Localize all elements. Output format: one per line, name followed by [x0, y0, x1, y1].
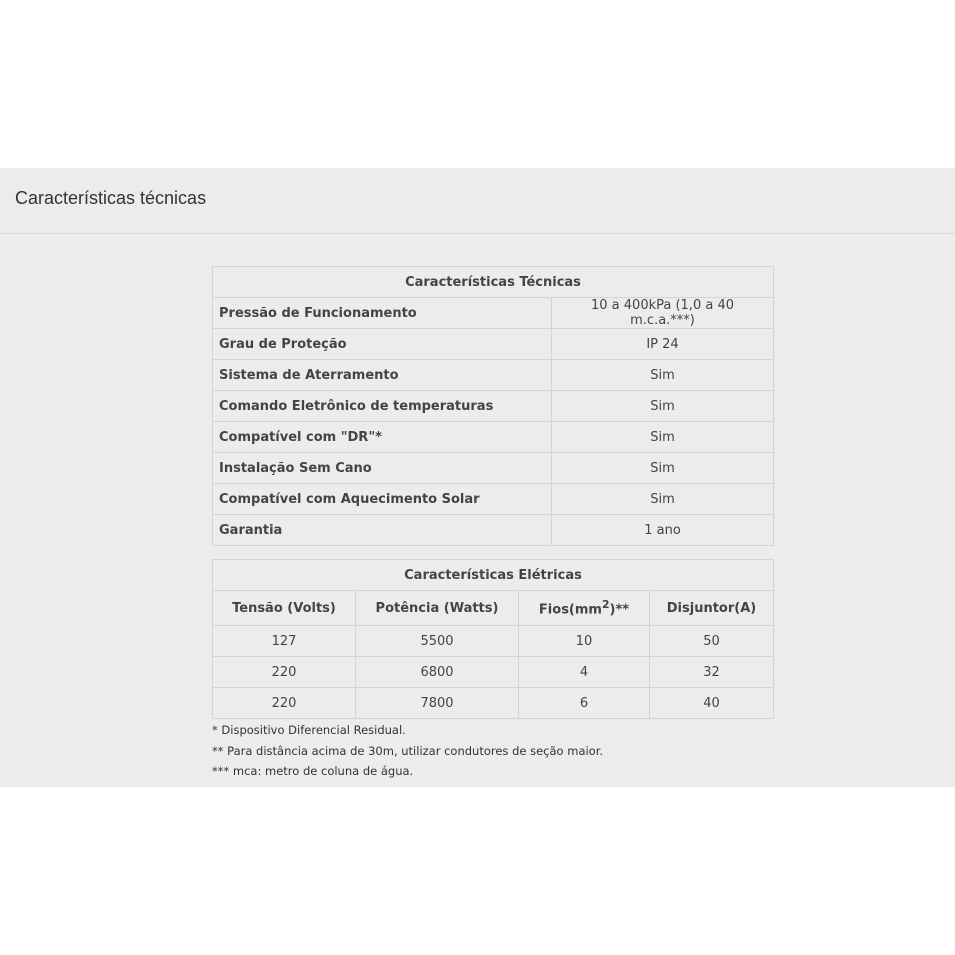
spec-label: Pressão de Funcionamento	[213, 298, 552, 329]
table-row	[213, 329, 774, 360]
footnotes	[212, 720, 603, 782]
spec-value: IP 24	[552, 329, 774, 360]
spec-value: Sim	[552, 484, 774, 515]
column-header-tensao: Tensão (Volts)	[213, 591, 356, 626]
table-row	[213, 422, 774, 453]
footnote: * Dispositivo Diferencial Residual.	[212, 723, 406, 737]
fios-cell: 10	[519, 626, 650, 657]
table-row	[213, 453, 774, 484]
spec-label: Grau de Proteção	[213, 329, 552, 360]
spec-label: Sistema de Aterramento	[213, 360, 552, 391]
spec-label: Instalação Sem Cano	[213, 453, 552, 484]
fios-header-prefix: Fios(mm	[538, 602, 602, 618]
spec-label: Garantia	[213, 515, 552, 546]
specs-panel	[0, 168, 955, 787]
technical-specs-table	[212, 266, 774, 546]
disjuntor-cell: 32	[650, 657, 774, 688]
section-title: Características técnicas	[15, 188, 207, 208]
column-header-fios	[519, 591, 650, 626]
disjuntor-cell: 40	[650, 688, 774, 719]
spec-value: Sim	[552, 422, 774, 453]
panel-header	[0, 168, 955, 234]
fios-cell: 6	[519, 688, 650, 719]
table-title: Características Elétricas	[213, 560, 774, 591]
spec-label: Comando Eletrônico de temperaturas	[213, 391, 552, 422]
spec-value: Sim	[552, 360, 774, 391]
spec-label: Compatível com Aquecimento Solar	[213, 484, 552, 515]
spec-label: Compatível com "DR"*	[213, 422, 552, 453]
disjuntor-cell: 50	[650, 626, 774, 657]
tensao-cell: 220	[213, 657, 356, 688]
spec-value: Sim	[552, 391, 774, 422]
table-row	[213, 688, 774, 719]
potencia-cell: 5500	[356, 626, 519, 657]
electrical-specs-table	[212, 559, 774, 719]
table-title: Características Técnicas	[213, 267, 774, 298]
spec-value: 1 ano	[552, 515, 774, 546]
fios-cell: 4	[519, 657, 650, 688]
table-row	[213, 626, 774, 657]
potencia-cell: 6800	[356, 657, 519, 688]
potencia-cell: 7800	[356, 688, 519, 719]
footnote: *** mca: metro de coluna de água.	[212, 764, 414, 778]
tensao-cell: 220	[213, 688, 356, 719]
table-row	[213, 515, 774, 546]
table-header-row	[213, 560, 774, 591]
footnote: ** Para distância acima de 30m, utilizar condutores de seção maior.	[212, 743, 604, 758]
spec-value: Sim	[552, 453, 774, 484]
table-row	[213, 298, 774, 329]
table-header-row	[213, 267, 774, 298]
table-row	[213, 360, 774, 391]
column-header-potencia: Potência (Watts)	[356, 591, 519, 626]
column-header-row	[213, 591, 774, 626]
fios-header-suffix: )**	[609, 602, 630, 618]
column-header-disjuntor: Disjuntor(A)	[650, 591, 774, 626]
fios-header-superscript: 2	[601, 598, 610, 612]
spec-value: 10 a 400kPa (1,0 a 40 m.c.a.***)	[552, 298, 774, 329]
table-row	[213, 484, 774, 515]
table-row	[213, 657, 774, 688]
tensao-cell: 127	[213, 626, 356, 657]
table-row	[213, 391, 774, 422]
